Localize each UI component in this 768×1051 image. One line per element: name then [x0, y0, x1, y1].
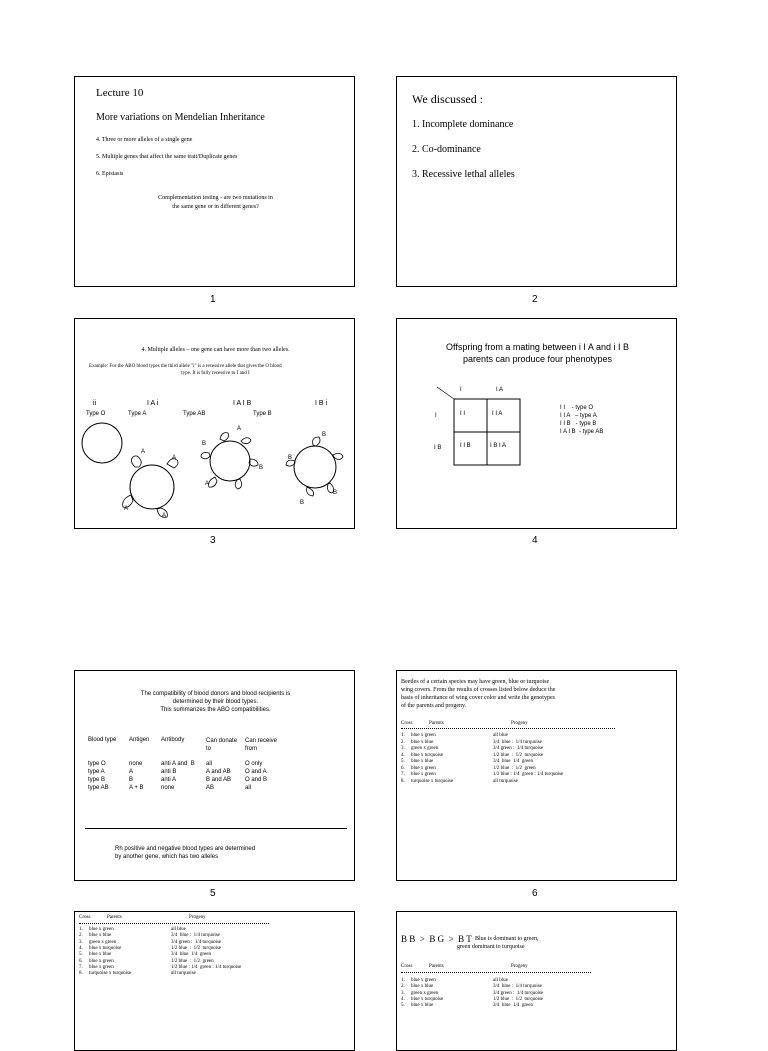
slide-8-dash-rule: [401, 972, 591, 973]
compat-header-antigen: Antigen: [129, 737, 150, 743]
compat-cell: O only: [245, 761, 263, 767]
slide-2-item-3: 3. Recessive lethal alleles: [412, 169, 515, 180]
punnett-col-head-2: I A: [496, 387, 504, 393]
slide-6-intro-4: of the parents and progeny.: [401, 703, 467, 709]
genotype-ia-i: I A i: [147, 400, 159, 407]
slide-1: [74, 76, 355, 287]
slide-8-header-parents: Parents: [429, 964, 444, 969]
slide-8: [396, 911, 677, 1051]
cross-cell: 4.: [401, 996, 405, 1002]
cross-cell: 3/4 green : 1/4 turquoise: [171, 939, 222, 945]
cross-cell: 3.: [79, 939, 83, 945]
genotype-ii: ii: [93, 400, 97, 407]
cross-cell: all turquoise: [171, 971, 196, 977]
cross-cell: turquoise x turquoise: [89, 971, 132, 977]
cross-cell: 3.: [401, 746, 405, 751]
cross-cell: 1/2 blue : 1/2 turquoise: [171, 945, 222, 951]
cross-cell: 2.: [401, 739, 405, 745]
slide-5-title-line-2: determined by their blood types.: [172, 699, 259, 705]
slide-5-divider: [85, 828, 347, 829]
compat-cell: A and AB: [206, 769, 231, 775]
cross-cell: 1/2 blue : 1/4 green : 1/4 turquoise: [493, 772, 564, 777]
slide-7-header-progeny: Progeny: [189, 915, 206, 920]
slide-2-item-2: 2. Co-dominance: [412, 144, 481, 155]
cross-cell: blue x green: [89, 927, 114, 932]
cross-cell: blue x blue: [89, 933, 112, 939]
cell-type-a: [130, 465, 174, 509]
cross-cell: all blue: [493, 733, 508, 738]
cross-cell: green x green: [89, 939, 117, 945]
type-ab-label: Type AB: [183, 411, 206, 417]
cross-cell: 4.: [79, 945, 83, 951]
compat-cell: anti B: [161, 769, 177, 775]
slide-3: [74, 318, 355, 529]
antigen-b-label: B: [333, 490, 338, 496]
page-number-5: 5: [210, 888, 216, 899]
cell-type-b: [294, 446, 336, 488]
blood-cell-diagram: [75, 419, 355, 529]
cross-cell: blue x blue: [411, 1003, 434, 1009]
cross-cell: blue x green: [411, 765, 436, 771]
cross-cell: 3/4 blue : 1/4 turquoise: [493, 984, 542, 990]
cross-cell: blue x blue: [89, 952, 112, 958]
slide-5: [74, 670, 355, 881]
cross-cell: blue x blue: [411, 759, 434, 764]
antigen-b-label: B: [322, 432, 327, 438]
slide-6-dash-rule: [401, 728, 615, 729]
cross-cell: 3/4 green : 1/4 turquoise: [493, 990, 544, 996]
cross-cell: 1/2 blue : 1/2 green: [493, 765, 536, 771]
cross-cell: turquoise x turquoise: [411, 778, 454, 784]
page-number-6: 6: [532, 888, 538, 899]
cross-cell: 1.: [401, 978, 405, 983]
cross-cell: 2.: [79, 933, 83, 939]
antigen-a-label: A: [162, 513, 167, 519]
antigen-a-label: A: [141, 449, 146, 455]
slide-6: [396, 670, 677, 881]
punnett-square: [427, 383, 557, 473]
compat-header-blood-type: Blood type: [88, 737, 117, 743]
cell-type-ab: [210, 441, 250, 481]
slide-6-header-progeny: Progeny: [511, 721, 528, 726]
slide-5-title-line-1: The compatibility of blood donors and blood recipients is: [140, 691, 291, 697]
compat-cell: none: [129, 761, 143, 767]
slide-5-title-line-3: This summarizes the ABO compatibilities.: [160, 707, 271, 713]
cross-cell: 4.: [401, 752, 405, 758]
antigen-a-label: A: [172, 455, 177, 461]
slide-6-header-cross: Cross: [401, 721, 413, 726]
page-number-2: 2: [532, 294, 538, 305]
compat-cell: type A: [88, 769, 105, 775]
cross-cell: 3.: [401, 990, 405, 996]
page-number-4: 4: [532, 535, 538, 546]
slide-5-rh-line-2: by another gene, which has two alleles: [115, 854, 219, 860]
cross-cell: 5.: [401, 1003, 405, 1009]
compat-cell: A + B: [129, 785, 144, 791]
type-b-label: Type B: [253, 411, 272, 417]
cross-cell: 1/2 blue : 1/4 green : 1/4 turquoise: [171, 964, 242, 970]
cross-cell: 5.: [79, 952, 83, 958]
slide-3-example-line-1: Example: For the ABO blood types the third allele "i" is a recessive allele that gives the O blood: [89, 364, 282, 369]
slide-1-item-3: 6. Epistasis: [96, 171, 124, 177]
compat-cell: AB: [206, 785, 215, 791]
genotype-ib-i: I B i: [315, 400, 328, 407]
compat-header-antibody: Antibody: [161, 737, 185, 743]
cross-cell: blue x turquoise: [89, 945, 122, 951]
cross-cell: 3/4 blue 1/4 green: [493, 759, 533, 764]
antigen-ab-shape: [220, 433, 229, 441]
slide-2-title: We discussed :: [412, 92, 484, 106]
punnett-cell-1: I I: [460, 411, 466, 417]
cross-cell: 7.: [401, 772, 405, 777]
cross-cell: all blue: [493, 978, 508, 983]
antigen-b-label: B: [288, 455, 293, 461]
compat-header-donate: Can donate to: [206, 738, 238, 752]
antigen-ab-shape: [209, 477, 217, 487]
cross-cell: all turquoise: [493, 778, 518, 784]
compat-cell: O and A: [245, 769, 267, 775]
compat-cell: type AB: [88, 785, 109, 791]
slide-8-header-progeny: Progeny: [511, 964, 528, 969]
compat-cell: type O: [88, 761, 106, 767]
compat-cell: anti A and B: [161, 761, 195, 767]
cross-cell: blue x green: [89, 958, 114, 964]
slide-1-note-line-1: Complementation testing - are two mutations in: [158, 195, 273, 201]
genotype-ia-ib: I A I B: [233, 400, 252, 407]
slide-2: [396, 76, 677, 287]
slide-7-header-cross: Cross: [79, 915, 91, 920]
cross-cell: 1/2 blue : 1/2 green: [171, 958, 214, 964]
cross-cell: blue x blue: [411, 739, 434, 745]
compat-cell: B and AB: [206, 777, 232, 783]
punnett-cell-4: I B I A: [490, 443, 507, 449]
cross-cell: 5.: [401, 759, 405, 764]
slide-4-title-line-2: parents can produce four phenotypes: [462, 354, 613, 364]
cross-cell: blue x green: [411, 978, 436, 983]
cross-cell: 1/2 blue : 1/2 turquoise: [493, 752, 544, 758]
cross-cell: green x green: [411, 746, 439, 751]
punnett-row-head-1: I: [435, 413, 437, 419]
slide-3-heading: 4. Multiple alleles – one gene can have more than two alleles.: [141, 347, 290, 353]
cross-cell: 1/2 blue : 1/2 turquoise: [493, 996, 544, 1002]
cross-cell: 3/4 blue 1/4 green: [493, 1003, 533, 1009]
compat-cell: none: [161, 785, 175, 791]
slide-1-item-1: 4. Three or more alleles of a single gene: [96, 137, 193, 143]
cross-cell: 7.: [79, 964, 83, 970]
slide-6-intro-2: wing covers. From the results of crosses listed below deduce the: [401, 687, 556, 693]
cross-cell: 8.: [401, 778, 405, 784]
type-a-label: Type A: [128, 411, 147, 417]
compat-cell: A: [129, 769, 134, 775]
dominance-formula: B B > B G > B T: [401, 934, 472, 944]
page-number-1: 1: [210, 294, 216, 305]
slide-5-rh-line-1: Rh positive and negative blood types are determined: [115, 846, 256, 852]
antigen-b-shape: [313, 437, 320, 446]
punnett-row-head-2: I B: [434, 445, 442, 451]
cross-cell: 3/4 blue : 1/4 turquoise: [493, 739, 542, 745]
phenotype-legend-3: I I B - type B: [560, 421, 597, 427]
page-number-3: 3: [210, 535, 216, 546]
cross-cell: 6.: [79, 958, 83, 964]
punnett-cell-2: I I A: [492, 411, 503, 417]
slide-6-header-parents: Parents: [429, 721, 444, 726]
slide-6-intro-3: basis of inheritance of wing cover color and write the genotypes: [401, 695, 555, 701]
slide-1-item-2: 5. Multiple genes that affect the same trait/Duplicate genes: [96, 154, 238, 160]
compat-cell: all: [206, 761, 213, 767]
cross-cell: blue x green: [411, 772, 436, 777]
cross-cell: 1.: [401, 733, 405, 738]
slide-8-header-cross: Cross: [401, 964, 413, 969]
antigen-a-shape: [131, 456, 141, 467]
phenotype-legend-4: I A I B - type AB: [560, 429, 604, 435]
slide-3-example-line-2: type. It is fully recessive to I and I: [181, 371, 250, 376]
cross-cell: 1.: [79, 927, 83, 932]
slide-1-note-line-2: the same gene or in different genes?: [172, 204, 259, 210]
compat-cell: type B: [88, 777, 106, 783]
cross-cell: blue x turquoise: [411, 752, 444, 758]
antigen-b-label: B: [300, 500, 305, 506]
phenotype-legend-2: I I A – type A: [560, 413, 597, 419]
cross-cell: 3/4 green : 1/4 turquoise: [493, 746, 544, 751]
slide-7-dash-rule: [79, 923, 269, 924]
antigen-a-label: A: [205, 481, 210, 487]
compat-cell: anti A: [161, 777, 177, 783]
cross-cell: blue x green: [411, 733, 436, 738]
compat-header-receive: Can receive from: [245, 738, 278, 752]
slide-2-item-1: 1. Incomplete dominance: [412, 119, 514, 130]
type-o-label: Type O: [86, 411, 106, 417]
compat-cell: all: [245, 785, 252, 791]
cross-cell: green x green: [411, 990, 439, 996]
slide-7: [74, 911, 355, 1051]
phenotype-legend-1: I I - type O: [560, 405, 594, 411]
slide-8-note-1: Blue is dominant to green,: [475, 936, 539, 942]
cross-cell: blue x green: [89, 964, 114, 970]
slide-4: [396, 318, 677, 529]
slide-1-subtitle: More variations on Mendelian Inheritance: [96, 112, 265, 123]
cross-cell: 6.: [401, 765, 405, 771]
cell-type-o: [82, 423, 122, 463]
antigen-a-label: A: [124, 506, 129, 512]
antigen-a-label: A: [237, 426, 242, 432]
antigen-ab-shape: [201, 453, 210, 459]
slide-1-title: Lecture 10: [96, 87, 144, 99]
punnett-col-head-1: I: [460, 387, 462, 393]
cross-cell: blue x blue: [411, 984, 434, 990]
slide-8-note-2: green dominant to turquoise: [457, 944, 525, 950]
compat-cell: O and B: [245, 777, 268, 783]
antigen-ab-shape: [241, 438, 251, 444]
punnett-cell-3: I I B: [460, 443, 471, 449]
antigen-b-label: B: [259, 465, 264, 471]
cross-cell: 2.: [401, 984, 405, 990]
cross-cell: all blue: [171, 927, 186, 932]
cross-cell: 3/4 blue 1/4 green: [171, 952, 211, 958]
cross-cell: 8.: [79, 971, 83, 977]
slide-7-header-parents: Parents: [107, 915, 122, 920]
slide-6-intro-1: Beetles of a certain species may have green, blue or turquoise: [401, 679, 550, 685]
compat-cell: B: [129, 777, 134, 783]
antigen-b-label: B: [202, 441, 207, 447]
slide-4-title-line-1: Offspring from a mating between i I A and i I B: [446, 342, 629, 352]
cross-cell: blue x turquoise: [411, 996, 444, 1002]
cross-cell: 3/4 blue : 1/4 turquoise: [171, 933, 220, 939]
